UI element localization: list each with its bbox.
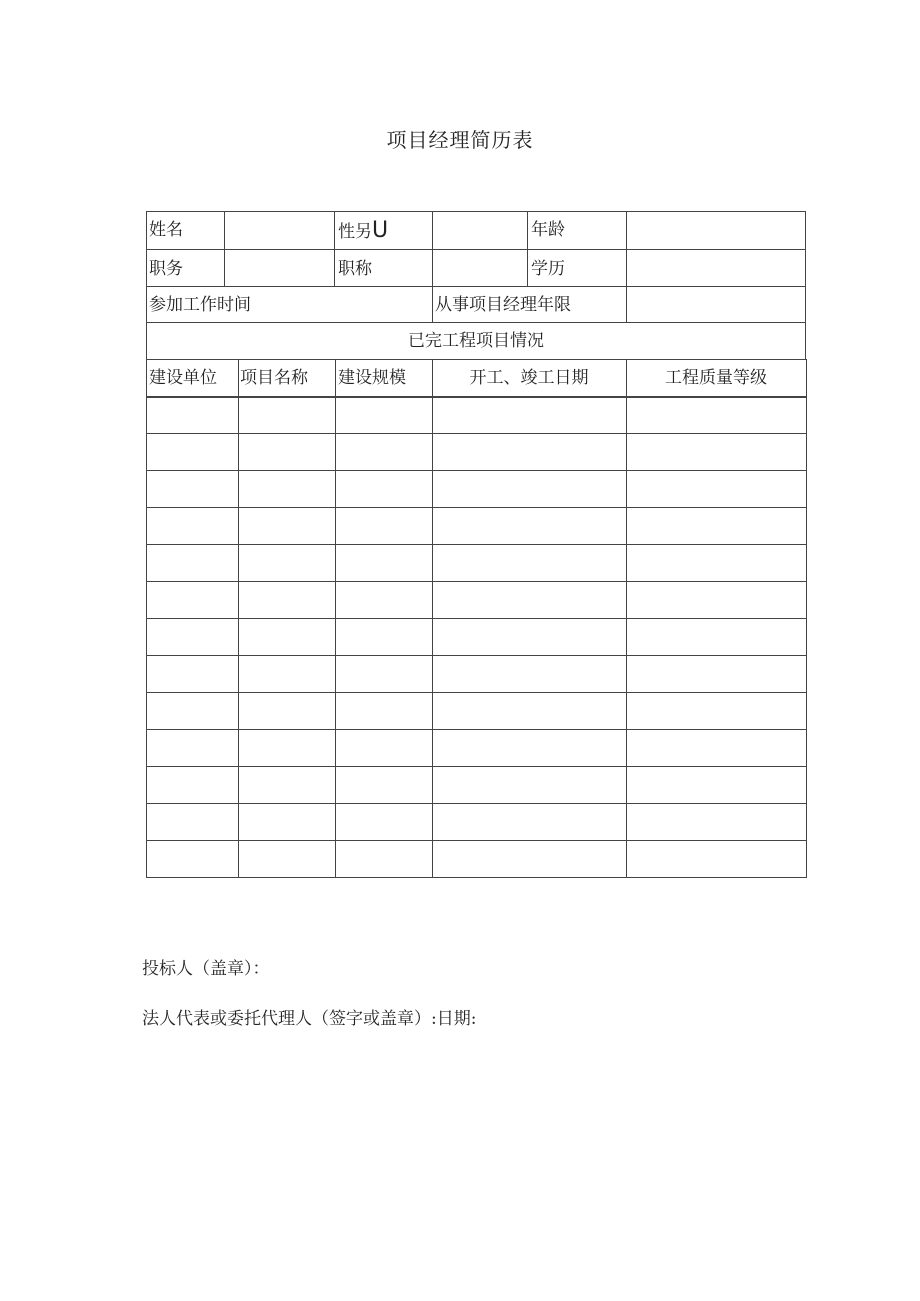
gender-label-text: 性另 (338, 222, 372, 242)
education-label: 学历 (531, 259, 565, 279)
table-cell-start-finish-date[interactable] (432, 544, 627, 582)
table-cell-construction-unit[interactable] (146, 729, 239, 767)
table-cell-quality-grade[interactable] (626, 618, 807, 656)
column-header-construction-scale: 建设规模 (338, 368, 406, 388)
gender-mark: U (372, 218, 389, 243)
table-cell-construction-scale[interactable] (335, 766, 433, 804)
column-header-start-finish-date: 开工、竣工日期 (469, 368, 589, 388)
table-cell-construction-scale[interactable] (335, 803, 433, 841)
table-cell-construction-unit[interactable] (146, 692, 239, 730)
table-cell-quality-grade[interactable] (626, 655, 807, 693)
table-cell-project-name[interactable] (238, 544, 336, 582)
table-cell-quality-grade[interactable] (626, 766, 807, 804)
gender-label (338, 220, 388, 242)
table-cell-quality-grade[interactable] (626, 396, 807, 434)
table-cell-start-finish-date[interactable] (432, 766, 627, 804)
position-value-cell[interactable] (224, 249, 335, 287)
position-label: 职务 (149, 259, 183, 279)
table-cell-project-name[interactable] (238, 655, 336, 693)
table-cell-construction-unit[interactable] (146, 618, 239, 656)
table-cell-construction-unit[interactable] (146, 581, 239, 619)
table-cell-start-finish-date[interactable] (432, 840, 627, 878)
table-cell-start-finish-date[interactable] (432, 729, 627, 767)
table-cell-construction-unit[interactable] (146, 470, 239, 508)
table-cell-project-name[interactable] (238, 470, 336, 508)
table-cell-construction-unit[interactable] (146, 803, 239, 841)
table-cell-start-finish-date[interactable] (432, 618, 627, 656)
table-cell-quality-grade[interactable] (626, 470, 807, 508)
table-cell-start-finish-date[interactable] (432, 433, 627, 471)
table-cell-construction-unit[interactable] (146, 544, 239, 582)
name-value-cell[interactable] (224, 211, 335, 250)
name-label: 姓名 (149, 220, 183, 240)
age-label: 年龄 (531, 220, 565, 240)
table-cell-quality-grade[interactable] (626, 692, 807, 730)
table-cell-quality-grade[interactable] (626, 581, 807, 619)
table-cell-start-finish-date[interactable] (432, 396, 627, 434)
table-cell-construction-scale[interactable] (335, 396, 433, 434)
table-cell-start-finish-date[interactable] (432, 692, 627, 730)
bidder-seal-line: 投标人（盖章）： (142, 959, 270, 979)
table-cell-quality-grade[interactable] (626, 840, 807, 878)
title-value-cell[interactable] (432, 249, 528, 287)
table-cell-construction-scale[interactable] (335, 544, 433, 582)
table-cell-construction-scale[interactable] (335, 840, 433, 878)
table-cell-construction-scale[interactable] (335, 655, 433, 693)
start-work-label: 参加工作时间 (149, 295, 251, 315)
table-cell-construction-unit[interactable] (146, 396, 239, 434)
table-cell-quality-grade[interactable] (626, 803, 807, 841)
table-cell-construction-unit[interactable] (146, 766, 239, 804)
age-value-cell[interactable] (626, 211, 806, 250)
pm-years-value-cell[interactable] (626, 286, 806, 323)
table-cell-construction-unit[interactable] (146, 507, 239, 545)
table-cell-construction-unit[interactable] (146, 433, 239, 471)
table-cell-start-finish-date[interactable] (432, 470, 627, 508)
table-cell-construction-scale[interactable] (335, 692, 433, 730)
table-cell-project-name[interactable] (238, 507, 336, 545)
table-cell-project-name[interactable] (238, 581, 336, 619)
table-cell-construction-scale[interactable] (335, 433, 433, 471)
column-header-quality-grade: 工程质量等级 (665, 368, 767, 388)
education-value-cell[interactable] (626, 249, 806, 287)
table-cell-project-name[interactable] (238, 433, 336, 471)
gender-value-cell[interactable] (432, 211, 528, 250)
table-cell-project-name[interactable] (238, 692, 336, 730)
table-cell-project-name[interactable] (238, 803, 336, 841)
table-cell-quality-grade[interactable] (626, 433, 807, 471)
table-cell-construction-scale[interactable] (335, 581, 433, 619)
table-cell-project-name[interactable] (238, 396, 336, 434)
pm-years-label: 从事项目经理年限 (435, 295, 571, 315)
table-cell-construction-scale[interactable] (335, 618, 433, 656)
table-cell-start-finish-date[interactable] (432, 581, 627, 619)
table-cell-construction-scale[interactable] (335, 507, 433, 545)
table-cell-construction-scale[interactable] (335, 729, 433, 767)
table-cell-quality-grade[interactable] (626, 507, 807, 545)
table-cell-start-finish-date[interactable] (432, 507, 627, 545)
section-title: 已完工程项目情况 (408, 331, 544, 351)
table-cell-construction-scale[interactable] (335, 470, 433, 508)
table-cell-start-finish-date[interactable] (432, 655, 627, 693)
table-cell-construction-unit[interactable] (146, 840, 239, 878)
table-cell-project-name[interactable] (238, 618, 336, 656)
table-cell-start-finish-date[interactable] (432, 803, 627, 841)
legal-rep-line: 法人代表或委托代理人（签字或盖章）:日期: (142, 1009, 477, 1029)
table-cell-quality-grade[interactable] (626, 544, 807, 582)
table-cell-construction-unit[interactable] (146, 655, 239, 693)
column-header-construction-unit: 建设单位 (149, 368, 217, 388)
table-cell-project-name[interactable] (238, 766, 336, 804)
table-cell-quality-grade[interactable] (626, 729, 807, 767)
title-label: 职称 (338, 259, 372, 279)
table-cell-project-name[interactable] (238, 729, 336, 767)
page-title: 项目经理简历表 (386, 128, 534, 152)
column-header-project-name: 项目名称 (240, 368, 308, 388)
table-cell-project-name[interactable] (238, 840, 336, 878)
